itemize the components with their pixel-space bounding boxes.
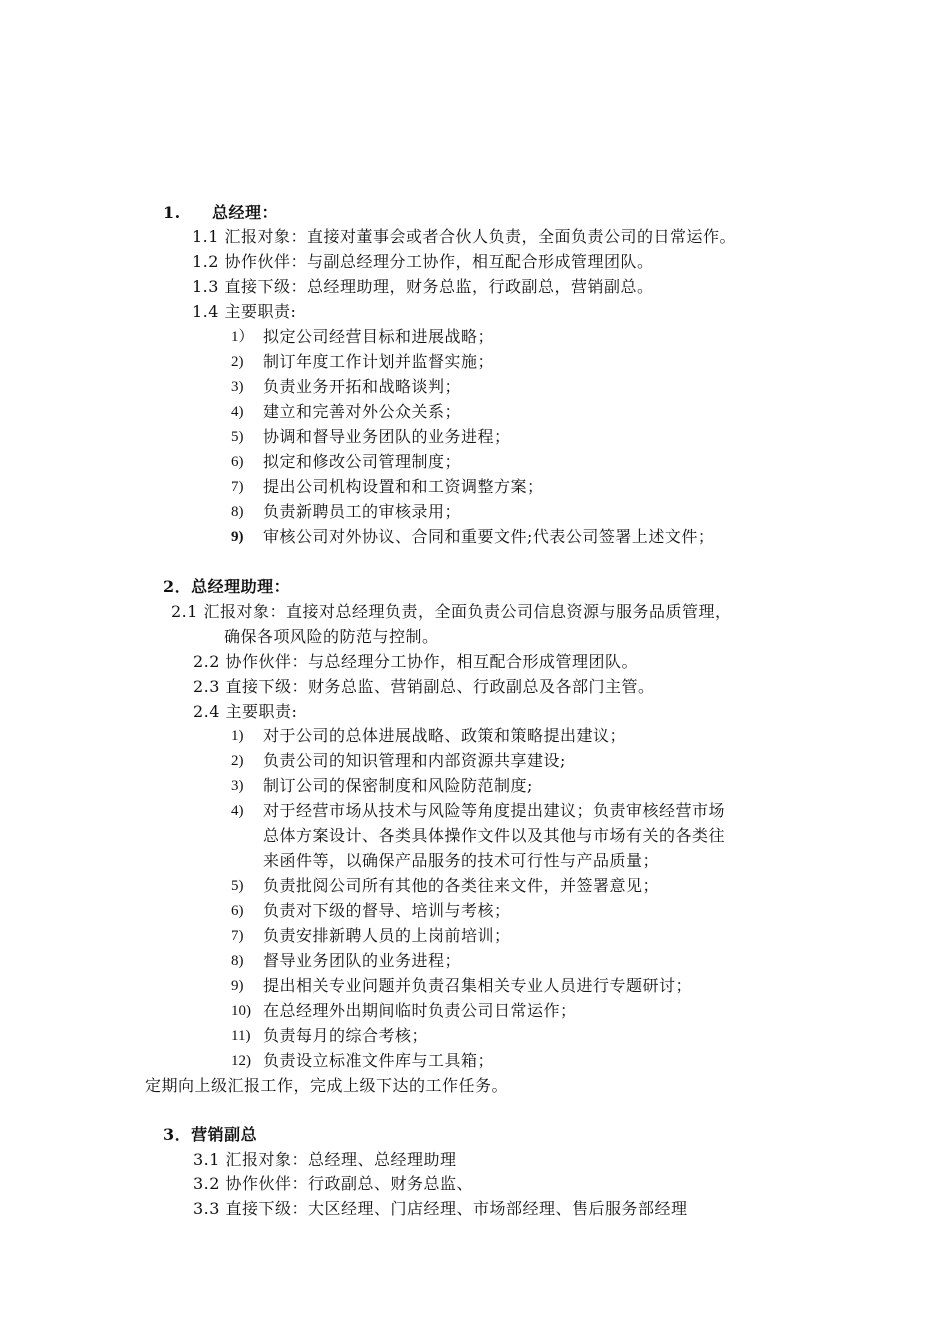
list-item-text: 拟定和修改公司管理制度； bbox=[263, 452, 462, 471]
section2-report-to-continued: 确保各项风险的防范与控制。 bbox=[224, 627, 439, 646]
list-item-number: 8) bbox=[231, 504, 244, 520]
list-item-text: 对于经营市场从技术与风险等角度提出建议；负责审核经营市场 bbox=[263, 801, 726, 820]
list-item-text: 提出相关专业问题并负责召集相关专业人员进行专题研讨； bbox=[263, 976, 693, 995]
list-item-text: 来函件等，以确保产品服务的技术可行性与产品质量； bbox=[263, 851, 660, 870]
section3-partners: 3.2 协作伙伴：行政副总、财务总监、 bbox=[193, 1174, 474, 1193]
list-item-text: 负责批阅公司所有其他的各类往来文件，并签署意见； bbox=[263, 876, 660, 895]
section3-title: 3．营销副总 bbox=[163, 1125, 258, 1144]
list-item-number: 9) bbox=[231, 978, 244, 994]
list-item-number: 2) bbox=[231, 753, 244, 769]
list-item-number: 9) bbox=[231, 529, 244, 545]
list-item-text: 负责每月的综合考核； bbox=[263, 1026, 429, 1045]
section1-number: 1. bbox=[163, 203, 181, 222]
list-item-number: 2) bbox=[231, 354, 244, 370]
list-item-text: 拟定公司经营目标和进展战略； bbox=[263, 327, 495, 346]
section3-subordinates: 3.3 直接下级：大区经理、门店经理、市场部经理、售后服务部经理 bbox=[193, 1199, 688, 1218]
list-item-number: 7) bbox=[231, 928, 244, 944]
list-item-number: 6) bbox=[231, 903, 244, 919]
section1-subordinates: 1.3 直接下级：总经理助理，财务总监，行政副总，营销副总。 bbox=[192, 277, 654, 296]
list-item-number: 10) bbox=[231, 1003, 251, 1019]
list-item-text: 在总经理外出期间临时负责公司日常运作； bbox=[263, 1001, 577, 1020]
list-item-text: 负责安排新聘人员的上岗前培训； bbox=[263, 926, 511, 945]
list-item-text: 负责对下级的督导、培训与考核； bbox=[263, 901, 511, 920]
list-item-text: 督导业务团队的业务进程； bbox=[263, 951, 462, 970]
list-item-number: 6) bbox=[231, 454, 244, 470]
list-item-number: 3) bbox=[231, 379, 244, 395]
list-item-text: 负责业务开拓和战略谈判； bbox=[263, 377, 462, 396]
section2-closing: 定期向上级汇报工作，完成上级下达的工作任务。 bbox=[145, 1076, 509, 1095]
list-item-text: 审核公司对外协议、合同和重要文件;代表公司签署上述文件； bbox=[263, 527, 715, 546]
section3-report-to: 3.1 汇报对象：总经理、总经理助理 bbox=[193, 1150, 457, 1169]
section1-partners: 1.2 协作伙伴：与副总经理分工协作，相互配合形成管理团队。 bbox=[192, 252, 654, 271]
list-item-text: 负责公司的知识管理和内部资源共享建设; bbox=[263, 751, 566, 770]
section2-title: 2．总经理助理： bbox=[163, 577, 291, 596]
list-item-text: 总体方案设计、各类具体操作文件以及其他与市场有关的各类往 bbox=[263, 826, 726, 845]
list-item-number: 7) bbox=[231, 479, 244, 495]
list-item-text: 制订年度工作计划并监督实施； bbox=[263, 352, 495, 371]
list-item-number: 4) bbox=[231, 404, 244, 420]
list-item-number: 1) bbox=[231, 728, 244, 744]
section1-report-to: 1.1 汇报对象：直接对董事会或者合伙人负责，全面负责公司的日常运作。 bbox=[192, 227, 737, 246]
list-item-number: 11) bbox=[231, 1028, 251, 1044]
list-item-number: 8) bbox=[231, 953, 244, 969]
list-item-number: 12) bbox=[231, 1053, 251, 1069]
section2-partners: 2.2 协作伙伴：与总经理分工协作，相互配合形成管理团队。 bbox=[193, 652, 639, 671]
list-item-text: 制订公司的保密制度和风险防范制度; bbox=[263, 776, 533, 795]
list-item-text: 协调和督导业务团队的业务进程； bbox=[263, 427, 511, 446]
section2-duties-label: 2.4 主要职责: bbox=[193, 702, 298, 721]
list-item-number: 5) bbox=[231, 429, 244, 445]
list-item-text: 负责设立标准文件库与工具箱； bbox=[263, 1051, 495, 1070]
list-item-number: 5) bbox=[231, 878, 244, 894]
list-item-text: 对于公司的总体进展战略、政策和策略提出建议； bbox=[263, 726, 627, 745]
list-item-number: 4) bbox=[231, 803, 244, 819]
list-item-number: 3) bbox=[231, 778, 244, 794]
list-item-text: 提出公司机构设置和和工资调整方案； bbox=[263, 477, 544, 496]
list-item-text: 建立和完善对外公众关系； bbox=[263, 402, 462, 421]
section1-duties-label: 1.4 主要职责: bbox=[192, 302, 297, 321]
section1-title: 总经理： bbox=[212, 203, 279, 222]
section2-subordinates: 2.3 直接下级：财务总监、营销副总、行政副总及各部门主管。 bbox=[193, 677, 655, 696]
list-item-text: 负责新聘员工的审核录用； bbox=[263, 502, 462, 521]
list-item-number: 1） bbox=[231, 329, 254, 345]
section2-report-to: 2.1 汇报对象：直接对总经理负责，全面负责公司信息资源与服务品质管理， bbox=[171, 602, 732, 621]
